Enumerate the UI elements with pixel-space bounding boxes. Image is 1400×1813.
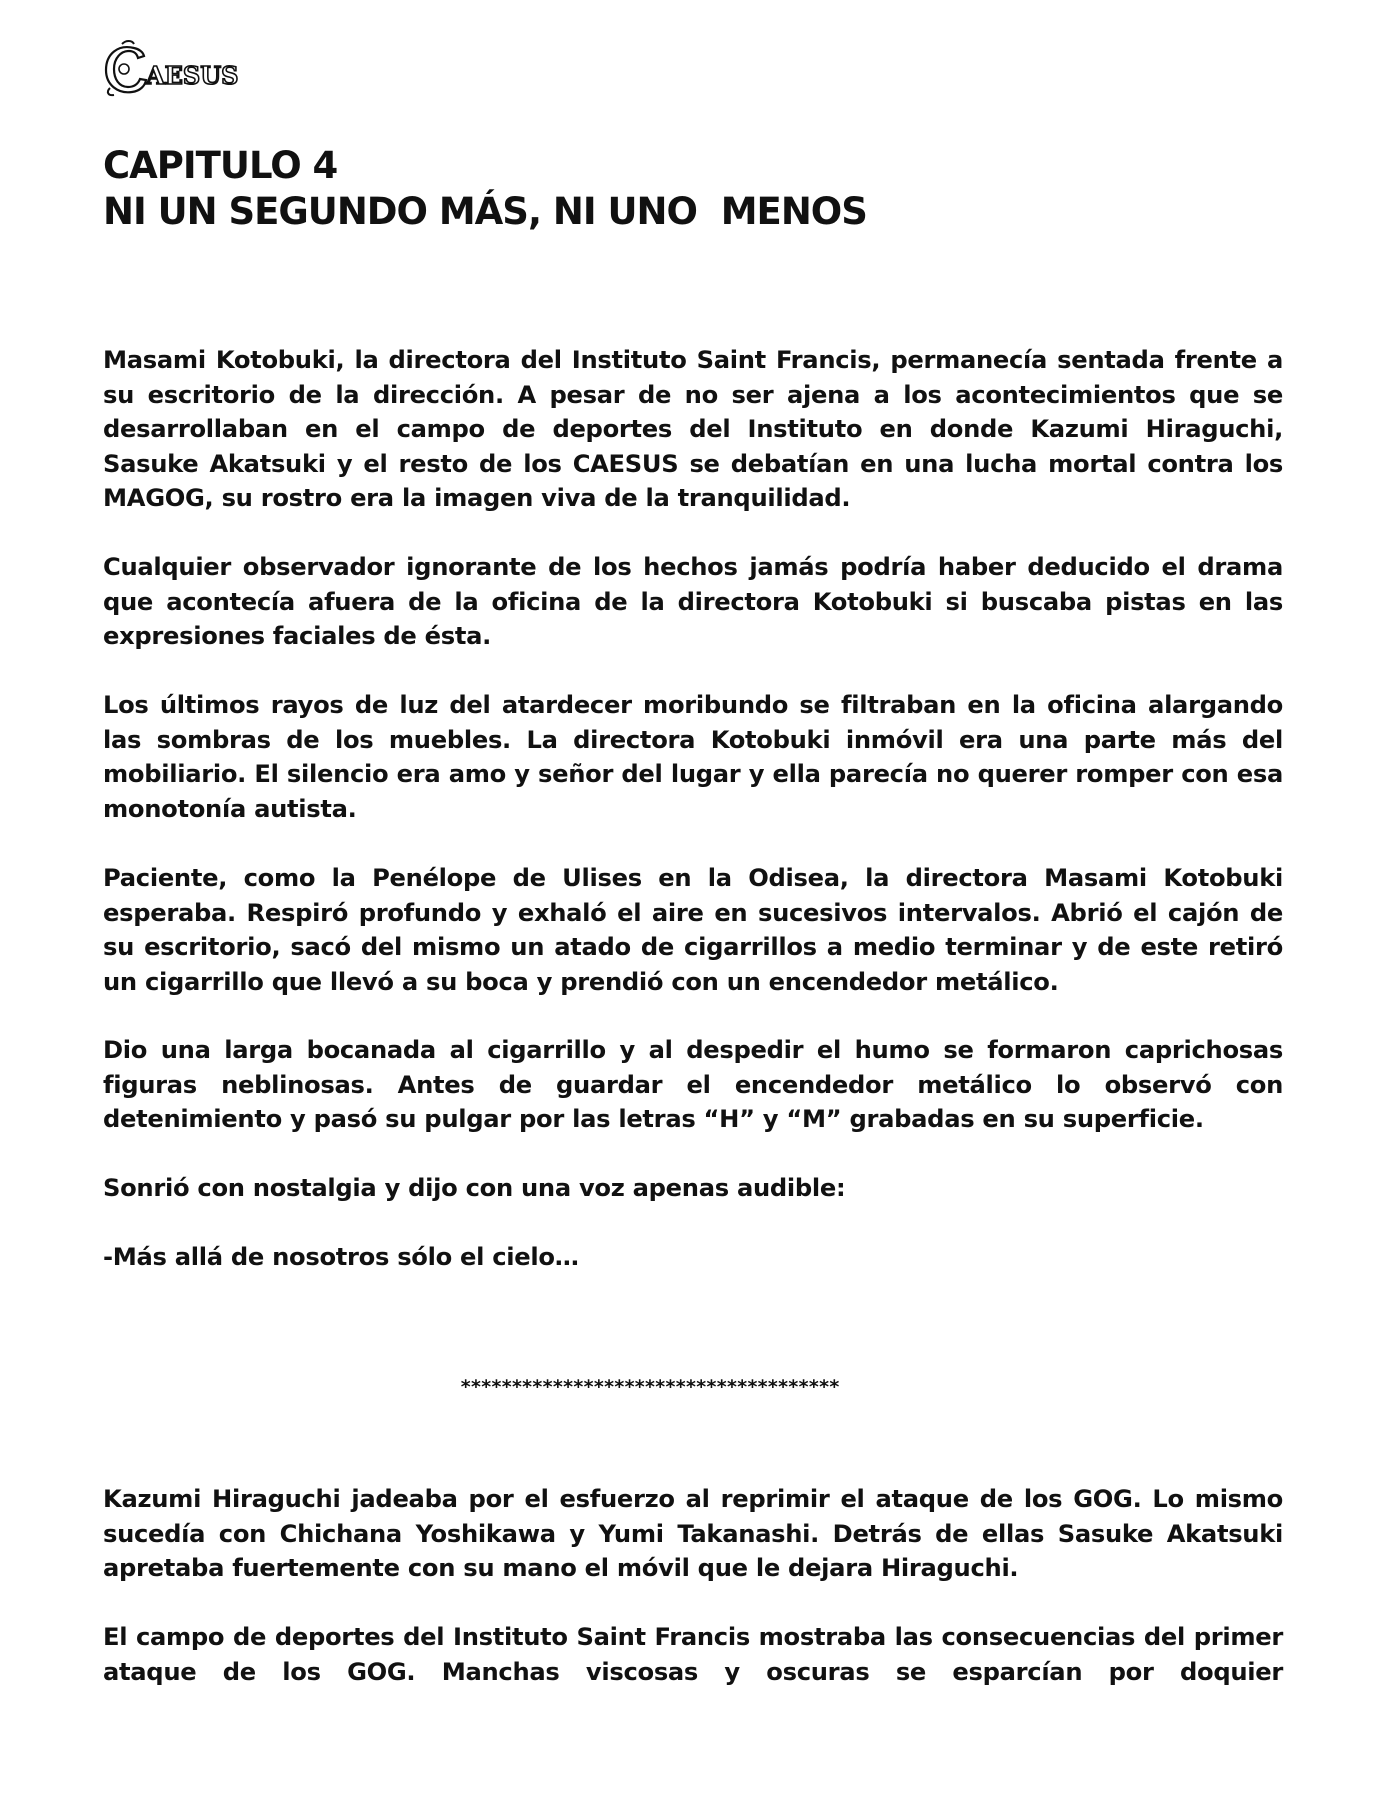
paragraph-4: Paciente, como la Penélope de Ulises en la Odisea, la directora Masami Kotobuki esperaba. Respiró profundo y exhaló el aire en sucesivos intervalos. Abrió el cajón de su escritorio, sacó del mismo un atado de cigarrillos a medio terminar y de este retiró un cigarrillo que llevó a su boca y prendió con un encendedor metálico. [103, 864, 1283, 996]
paragraph-8: Kazumi Hiraguchi jadeaba por el esfuerzo al reprimir el ataque de los GOG. Lo mismo sucedía con Chichana Yoshikawa y Yumi Takanashi. Detrás de ellas Sasuke Akatsuki apretaba fuertemente con su mano el móvil que le dejara Hiraguchi. [103, 1485, 1283, 1582]
chapter-heading [103, 143, 1303, 235]
paragraph-1: Masami Kotobuki, la directora del Instituto Saint Francis, permanecía sentada frente a su escritorio de la dirección. A pesar de no ser ajena a los acontecimientos que se desarrollaban en el campo de deportes del Instituto en donde Kazumi Hiraguchi, Sasuke Akatsuki y el resto de los CAESUS se debatían en una lucha mortal contra los MAGOG, su rostro era la imagen viva de la tranquilidad. [103, 346, 1283, 512]
paragraph-9: El campo de deportes del Instituto Saint Francis mostraba las consecuencias del primer ataque de los GOG. Manchas viscosas y oscuras se esparcían por doquier [103, 1623, 1283, 1686]
caesus-logo-graphic [100, 38, 265, 98]
caesus-logo [100, 38, 265, 98]
paragraph-7: -Más allá de nosotros sólo el cielo… [103, 1243, 579, 1271]
paragraph-6: Sonrió con nostalgia y dijo con una voz apenas audible: [103, 1174, 846, 1202]
logo-letters: AESUS [146, 61, 239, 90]
paragraph-3: Los últimos rayos de luz del atardecer moribundo se filtraban en la oficina alargando las sombras de los muebles. La directora Kotobuki inmóvil era una parte más del mobiliario. El silencio era amo y señor del lugar y ella parecía no querer romper con esa monotonía autista. [103, 691, 1283, 823]
section-separator: ************************************* [460, 1376, 839, 1398]
chapter-title: NI UN SEGUNDO MÁS, NI UNO MENOS [103, 190, 867, 233]
paragraph-5: Dio una larga bocanada al cigarrillo y al despedir el humo se formaron caprichosas figuras neblinosas. Antes de guardar el encendedor metálico lo observó con detenimiento y pasó su pulgar por las letras “H” y “M” grabadas en su superficie. [103, 1036, 1283, 1133]
chapter-number: CAPITULO 4 [103, 144, 338, 187]
paragraph-2: Cualquier observador ignorante de los hechos jamás podría haber deducido el drama que acontecía afuera de la oficina de la directora Kotobuki si buscaba pistas en las expresiones faciales de ésta. [103, 553, 1283, 650]
